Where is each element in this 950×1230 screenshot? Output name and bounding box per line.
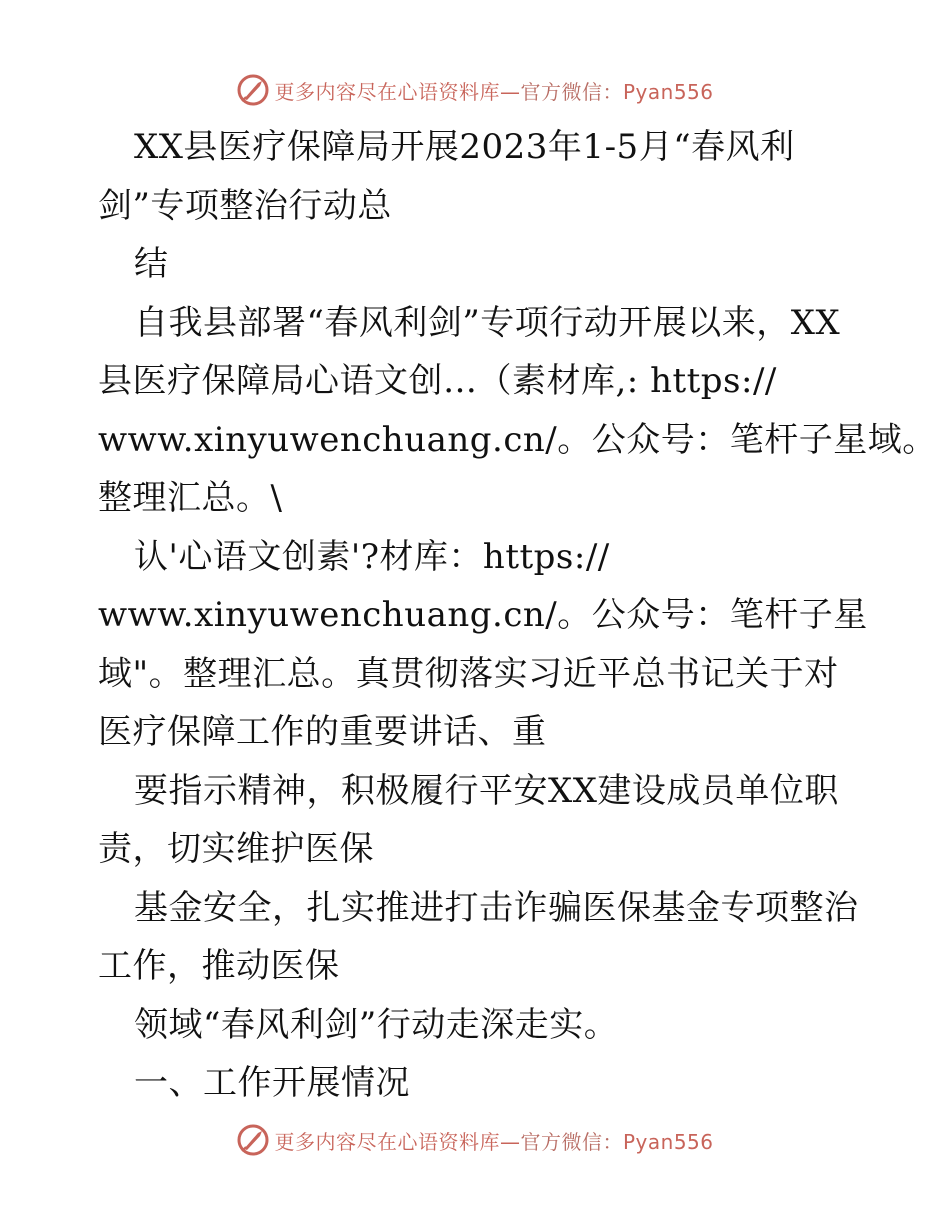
- banner-text: 更多内容尽在心语资料库—: [274, 1129, 521, 1154]
- document-body: [98, 118, 937, 1113]
- text-line: 整理汇总。\: [98, 478, 283, 518]
- text-line: www.xinyuwenchuang.cn/。公众号：笔杆子星: [98, 595, 868, 635]
- text-line: 结: [134, 244, 169, 284]
- text-line: 基金安全，扎实推进打击诈骗医保基金专项整治: [134, 887, 859, 928]
- footer-watermark-banner: [0, 1120, 950, 1160]
- banner-wechat-label: 官方微信：: [520, 1129, 623, 1154]
- text-line: 一、工作开展情况: [134, 1063, 410, 1103]
- text-line: 自我县部署“春风利剑”专项行动开展以来，XX: [134, 302, 841, 343]
- text-line: 剑”专项整治行动总: [98, 185, 392, 226]
- quill-pen-logo-icon: [236, 1123, 270, 1157]
- text-line: 要指示精神，积极履行平安XX建设成员单位职: [134, 770, 839, 811]
- text-line: 域"。整理汇总。真贯彻落实习近平总书记关于对: [98, 653, 839, 694]
- banner-wechat-label: 官方微信：: [520, 79, 623, 104]
- quill-pen-logo-icon: [236, 73, 270, 107]
- header-watermark-banner: [0, 70, 950, 110]
- text-line: www.xinyuwenchuang.cn/。公众号：笔杆子星域。: [98, 419, 937, 460]
- text-line: 医疗保障工作的重要讲话、重: [98, 712, 547, 752]
- banner-wechat-id: Pyan556: [622, 79, 714, 104]
- text-line: 领域“春风利剑”行动走深走实。: [134, 1004, 619, 1045]
- banner-text: 更多内容尽在心语资料库—: [274, 79, 521, 104]
- text-line: 认'心语文创素'?材库：https://: [134, 536, 610, 577]
- text-line: 县医疗保障局心语文创…（素材库,: https://: [98, 361, 777, 401]
- text-line: 责，切实维护医保: [98, 829, 374, 869]
- banner-wechat-id: Pyan556: [622, 1129, 714, 1154]
- text-line: XX县医疗保障局开展2023年1-5月“春风利: [134, 127, 795, 167]
- text-line: 工作，推动医保: [98, 946, 340, 986]
